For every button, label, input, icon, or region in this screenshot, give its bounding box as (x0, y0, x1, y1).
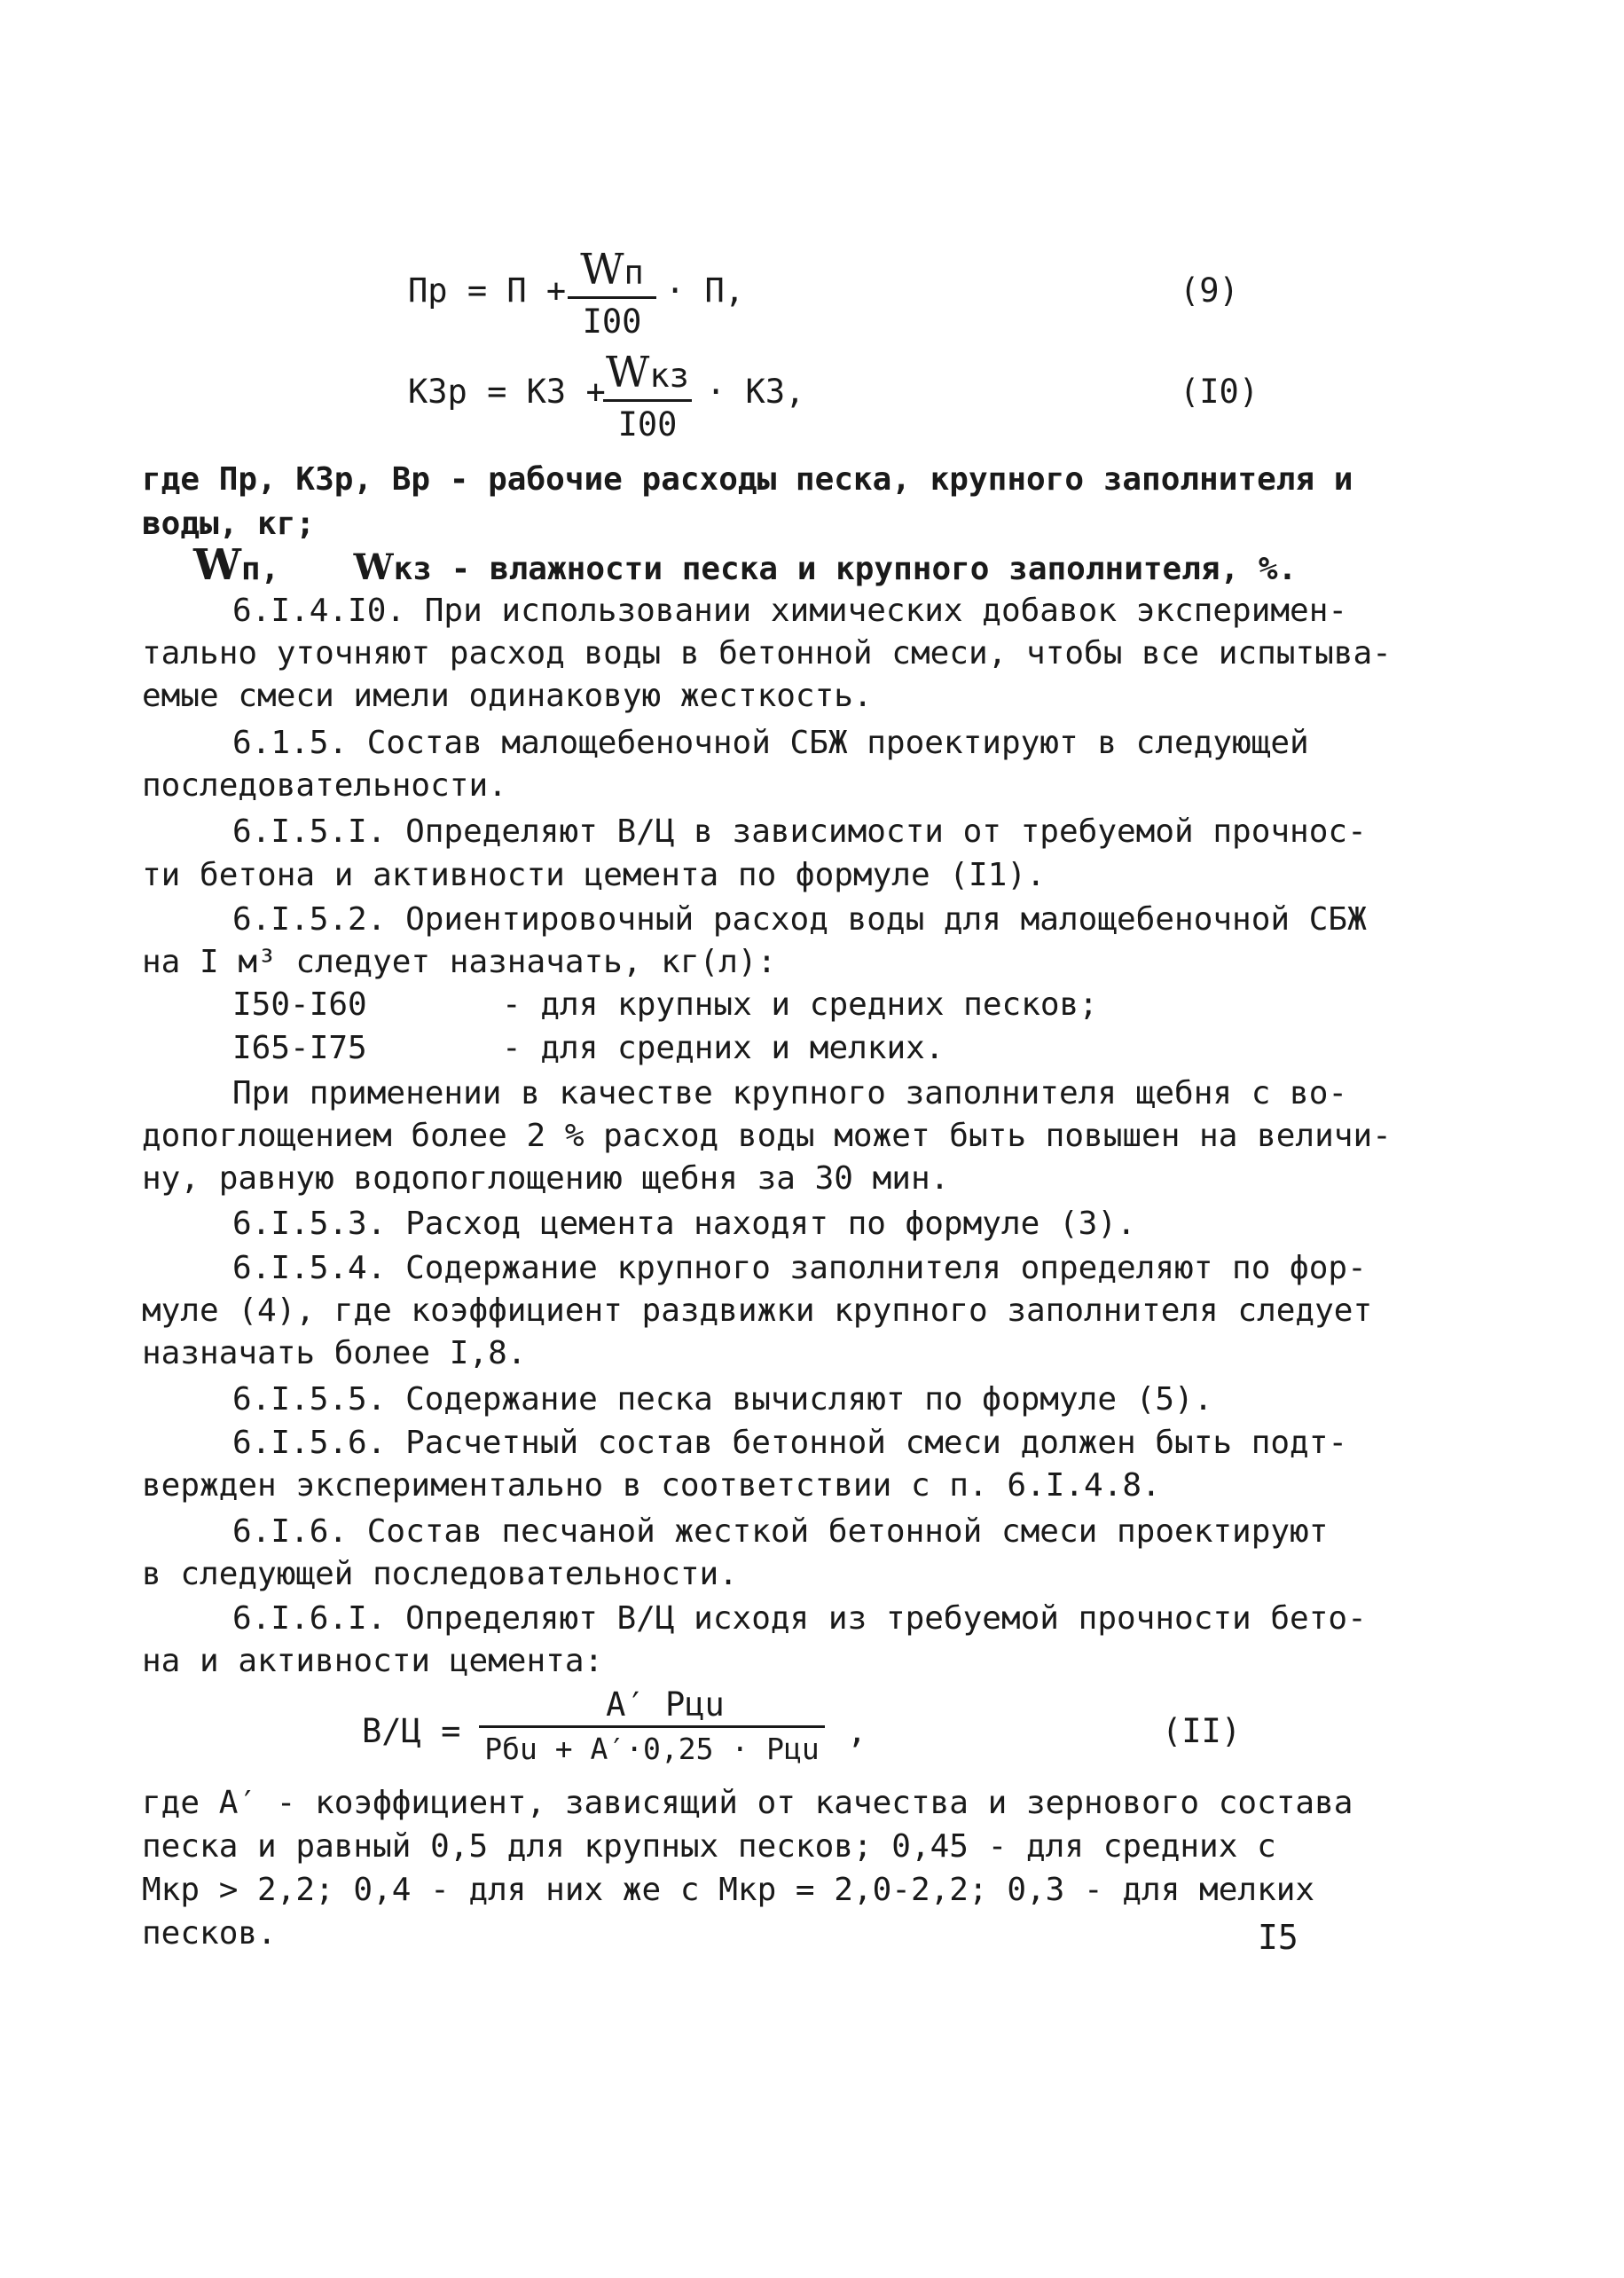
where-clause-line: Мкр > 2,2; 0,4 - для них же с Мкр = 2,0-2,2; 0,3 - для мелких (142, 1872, 1315, 1908)
fraction-bar (479, 1725, 825, 1728)
paragraph-line: 6.I.6.I. Определяют В/Ц исходя из требуемой прочности бето- (232, 1600, 1367, 1637)
formula-9-number: (9) (1180, 271, 1239, 310)
formula-10-denominator: I00 (617, 405, 678, 444)
formula-9-numerator: Wп (580, 245, 644, 295)
paragraph-line: 6.I.5.4. Содержание крупного заполнителя определяют по фор- (232, 1250, 1367, 1286)
paragraph-line: 6.I.4.I0. При использовании химических добавок эксперимен- (232, 593, 1348, 629)
paragraph-line: ну, равную водопоглощению щебня за 30 мин. (142, 1160, 950, 1197)
paragraph-line: допоглощением более 2 % расход воды может быть повышен на величи- (142, 1118, 1392, 1154)
water-range-desc: - для крупных и средних песков; (502, 986, 1098, 1023)
paragraph-line: емые смеси имели одинаковую жесткость. (142, 678, 873, 714)
fraction-bar (568, 296, 656, 299)
paragraph-line: на I м³ следует назначать, кг(л): (142, 944, 777, 980)
paragraph-line: муле (4), где коэффициент раздвижки крупного заполнителя следует (142, 1292, 1373, 1329)
formula-11-number: (II) (1162, 1712, 1242, 1750)
paragraph-line: 6.1.5. Состав малощебеночной СБЖ проектируют в следующей (232, 725, 1309, 761)
paragraph-line: 6.I.6. Состав песчаной жесткой бетонной смеси проектируют (232, 1513, 1329, 1550)
paragraph-line: на и активности цемента: (142, 1643, 604, 1679)
formula-9-fraction (568, 245, 656, 341)
formula-10-rhs: · КЗ, (706, 373, 805, 411)
water-range-desc: - для средних и мелких. (502, 1030, 945, 1066)
paragraph-line: 6.I.5.3. Расход цемента находят по формуле (3). (232, 1206, 1136, 1242)
paragraph-line: тально уточняют расход воды в бетонной смеси, чтобы все испытыва- (142, 635, 1392, 672)
formula-9-lhs: Пр = П + (408, 271, 567, 310)
paragraph-line: При применении в качестве крупного заполнителя щебня с во- (232, 1075, 1348, 1112)
paragraph-line: 6.I.5.6. Расчетный состав бетонной смеси должен быть подт- (232, 1425, 1348, 1461)
formula-10-numerator: Wкз (606, 348, 689, 397)
where-clause-line: воды, кг; (142, 506, 316, 542)
formula-10-lhs: КЗр = КЗ + (408, 373, 606, 411)
paragraph-line: вержден экспериментально в соответствии с п. 6.I.4.8. (142, 1467, 1161, 1504)
formula-10-number: (I0) (1180, 373, 1259, 411)
formula-9-rhs: · П, (665, 271, 745, 310)
formula-9-denominator: I00 (582, 302, 642, 341)
paragraph-line: 6.I.5.2. Ориентировочный расход воды для малощебеночной СБЖ (232, 901, 1367, 938)
where-clause-line: песка и равный 0,5 для крупных песков; 0,45 - для средних с (142, 1828, 1276, 1865)
paragraph-line: назначать более I,8. (142, 1335, 527, 1371)
where-clause-line: песков. (142, 1915, 277, 1952)
paragraph-line: последовательности. (142, 767, 507, 804)
formula-11-rhs: , (847, 1712, 867, 1750)
water-range-value: I50-I60 (232, 986, 367, 1023)
formula-11-lhs: В/Ц = (362, 1712, 461, 1750)
paragraph-line: в следующей последовательности. (142, 1556, 738, 1592)
water-range-value: I65-I75 (232, 1030, 367, 1066)
fraction-bar (603, 399, 692, 402)
where-clause-moisture: Wп, Wкз - влажности песка и крупного заполнителя, %. (193, 540, 1298, 590)
paragraph-line: 6.I.5.5. Содержание песка вычисляют по формуле (5). (232, 1381, 1213, 1418)
where-clause-line: где Пр, КЗр, Вр - рабочие расходы песка, крупного заполнителя и (142, 461, 1353, 498)
formula-10-fraction (603, 348, 692, 444)
page-number: I5 (1258, 1918, 1298, 1957)
where-clause-line: где A′ - коэффициент, зависящий от качества и зернового состава (142, 1785, 1353, 1821)
formula-11-denominator: Pбu + A′·0,25 · Pцu (484, 1732, 820, 1766)
formula-11-numerator: A′ Pцu (606, 1685, 725, 1724)
paragraph-line: 6.I.5.I. Определяют В/Ц в зависимости от требуемой прочнос- (232, 813, 1367, 850)
formula-11-fraction (479, 1685, 825, 1766)
paragraph-line: ти бетона и активности цемента по формуле (I1). (142, 857, 1046, 893)
